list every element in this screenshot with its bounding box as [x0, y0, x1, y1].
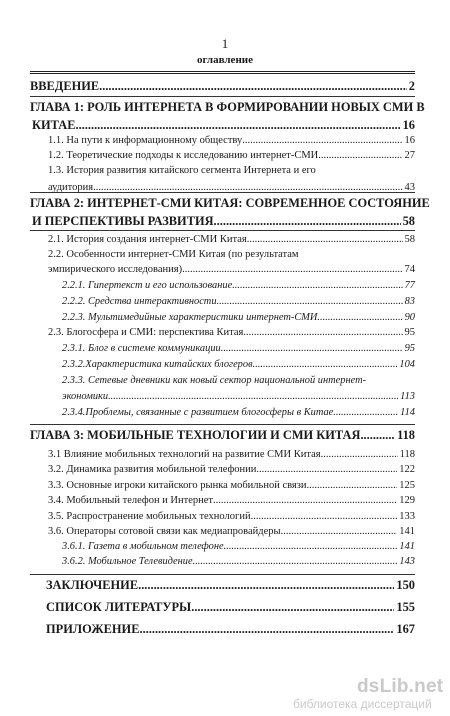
toc-page-number: 16	[404, 135, 415, 146]
toc-entry-continuation: И ПЕРСПЕКТИВЫ РАЗВИТИЯ	[32, 214, 214, 228]
toc-page-number: 122	[399, 464, 415, 475]
toc-entry-text: 3.6.1. Газета в мобильном телефоне	[62, 541, 224, 552]
dot-leader	[224, 541, 398, 552]
toc-entry-text: 1.1. На пути к информационному обществу	[48, 135, 243, 146]
toc-entry[interactable]	[46, 578, 415, 593]
dot-leader	[99, 79, 407, 94]
section-divider	[30, 230, 415, 231]
dot-leader	[138, 578, 394, 593]
toc-entry[interactable]	[48, 264, 415, 275]
toc-entry[interactable]	[62, 343, 415, 354]
toc-entry[interactable]	[30, 79, 415, 94]
toc-entry-text: 2.3.4.Проблемы, связанные с развитием блогосферы в Китае	[62, 407, 334, 418]
toc-page-number: 114	[400, 407, 415, 418]
dot-leader	[247, 234, 403, 245]
toc-page-number: 2	[408, 79, 415, 93]
toc-entry-text: 2.3.1. Блог в системе коммуникации	[62, 343, 221, 354]
toc-entry-continuation: КИТАЕ	[32, 118, 76, 132]
dot-leader	[75, 118, 400, 133]
toc-entry[interactable]	[48, 464, 415, 475]
toc-entry-text: ГЛАВА 2: ИНТЕРНЕТ-СМИ КИТАЯ: СОВРЕМЕННОЕ СОСТОЯНИЕ	[30, 196, 430, 210]
toc-page-number: 129	[399, 495, 415, 506]
toc-entry[interactable]	[48, 327, 415, 338]
toc-page-number: 104	[399, 359, 415, 370]
toc-heading: оглавление	[196, 54, 253, 66]
toc-page-number: 141	[399, 541, 415, 552]
toc-entry-text: 3.2. Динамика развития мобильной телефонии	[48, 464, 257, 475]
toc-entry-continuation: эмпирического исследования)	[48, 264, 183, 275]
watermark-subtitle: библиотека диссертаций	[293, 697, 432, 711]
toc-entry-text: 3.4. Мобильный телефон и Интернет	[48, 495, 213, 506]
page-number: 1	[221, 36, 229, 51]
toc-entry-text: 3.5. Распространение мобильных технологий	[48, 511, 251, 522]
toc-entry[interactable]	[48, 234, 415, 245]
toc-entry[interactable]	[62, 359, 415, 370]
section-divider	[30, 424, 415, 425]
dot-leader	[251, 511, 398, 522]
toc-entry[interactable]	[62, 312, 415, 323]
toc-page-number: 155	[396, 600, 415, 614]
toc-entry[interactable]	[32, 118, 415, 133]
toc-entry[interactable]	[48, 480, 415, 491]
toc-entry-continuation: аудитория	[48, 182, 94, 193]
toc-entry[interactable]	[48, 135, 415, 146]
toc-entry[interactable]	[32, 214, 415, 229]
dot-leader	[307, 480, 398, 491]
toc-entry[interactable]	[48, 526, 415, 537]
toc-page-number: 143	[399, 556, 415, 567]
toc-entry-text: 1.2. Теоретические подходы к исследованию интернет-СМИ	[48, 150, 319, 161]
toc-entry[interactable]	[30, 428, 415, 443]
toc-page-number: 43	[404, 182, 415, 193]
toc-page-number: 141	[399, 526, 415, 537]
watermark-logo: dsLib.net	[357, 676, 444, 697]
toc-entry[interactable]	[48, 495, 415, 506]
toc-entry-text: 2.2.1. Гипертекст и его использование	[62, 280, 233, 291]
toc-entry-text: 2.1. История создания интернет-СМИ Китая	[48, 234, 247, 245]
toc-entry[interactable]	[62, 407, 415, 418]
dot-leader	[360, 428, 395, 443]
toc-entry-text: 3.3. Основные игроки китайского рынка мобильной связи	[48, 480, 307, 491]
toc-entry-text: ЗАКЛЮЧЕНИЕ	[46, 578, 139, 592]
toc-entry-text: 1.3. История развития китайского сегмента Интернета и его	[48, 165, 316, 176]
toc-page-number: 95	[404, 343, 415, 354]
toc-page-number: 58	[402, 214, 415, 228]
dot-leader	[193, 556, 398, 567]
dot-leader	[232, 280, 402, 291]
dot-leader	[333, 407, 398, 418]
dot-leader	[281, 526, 398, 537]
toc-entry-text: 3.6.2. Мобильное Телевидение	[62, 556, 193, 567]
toc-page-number: 16	[402, 118, 415, 132]
toc-entry[interactable]	[62, 556, 415, 567]
dot-leader	[318, 150, 402, 161]
toc-page-number: 83	[404, 296, 415, 307]
dot-leader	[191, 600, 394, 615]
toc-page-number: 95	[404, 327, 415, 338]
dot-leader	[108, 391, 398, 402]
toc-page-number: 133	[399, 511, 415, 522]
toc-entry-text: 3.1 Влияние мобильных технологий на развитие СМИ Китая	[48, 449, 321, 460]
dot-leader	[213, 495, 397, 506]
dot-leader	[242, 135, 402, 146]
toc-entry-text: ВВЕДЕНИЕ	[30, 79, 100, 93]
toc-page-number: 167	[396, 622, 415, 636]
dot-leader	[253, 359, 398, 370]
toc-entry[interactable]	[46, 622, 415, 637]
toc-page-number: 58	[404, 234, 415, 245]
dot-leader	[217, 296, 403, 307]
toc-entry-text: 2.3.2.Характеристика китайских блогеров	[62, 359, 253, 370]
toc-entry[interactable]	[62, 296, 415, 307]
dot-leader	[256, 464, 397, 475]
toc-entry-text: 3.6. Операторы сотовой связи как медиапровайдеры	[48, 526, 281, 537]
toc-page-number: 74	[404, 264, 415, 275]
dot-leader	[139, 622, 394, 637]
toc-page-number: 125	[399, 480, 415, 491]
toc-page-number: 27	[404, 150, 415, 161]
dot-leader	[321, 449, 398, 460]
toc-page-number: 118	[399, 449, 415, 460]
toc-page-number: 113	[400, 391, 415, 402]
dot-leader	[214, 214, 401, 229]
toc-entry-text: 2.2.3. Мультимедийные характеристики интернет-СМИ	[62, 312, 318, 323]
dot-leader	[93, 182, 402, 193]
toc-entry[interactable]	[48, 182, 415, 193]
dot-leader	[243, 327, 402, 338]
toc-entry[interactable]	[48, 150, 415, 161]
toc-entry[interactable]	[46, 600, 415, 615]
toc-entry-text: ГЛАВА 1: РОЛЬ ИНТЕРНЕТА В ФОРМИРОВАНИИ НОВЫХ СМИ В	[30, 100, 425, 114]
toc-page-number: 118	[397, 428, 415, 442]
toc-page-number: 90	[404, 312, 415, 323]
dot-leader	[317, 312, 402, 323]
toc-entry-text: ГЛАВА 3: МОБИЛЬНЫЕ ТЕХНОЛОГИИ И СМИ КИТАЯ	[30, 428, 361, 442]
toc-entry-text: 2.2. Особенности интернет-СМИ Китая (по результатам	[48, 249, 299, 260]
dot-leader	[221, 343, 403, 354]
section-divider	[30, 574, 415, 575]
toc-entry-text: 2.3.3. Сетевые дневники как новый сектор национальной интернет-	[62, 375, 367, 386]
toc-entry-text: ПРИЛОЖЕНИЕ	[46, 622, 140, 636]
toc-entry-text: 2.2.2. Средства интерактивности	[62, 296, 217, 307]
section-divider	[30, 96, 415, 97]
toc-page-number: 77	[404, 280, 415, 291]
toc-entry[interactable]	[62, 541, 415, 552]
toc-entry[interactable]	[62, 280, 415, 291]
toc-entry[interactable]	[48, 449, 415, 460]
toc-page-number: 150	[396, 578, 415, 592]
toc-entry[interactable]	[62, 391, 415, 402]
toc-entry-text: СПИСОК ЛИТЕРАТУРЫ	[46, 600, 192, 614]
toc-entry-text: 2.3. Блогосфера и СМИ: перспектива Китая	[48, 327, 244, 338]
toc-entry-continuation: экономики	[62, 391, 109, 402]
toc-entry[interactable]	[48, 511, 415, 522]
dot-leader	[182, 264, 402, 275]
